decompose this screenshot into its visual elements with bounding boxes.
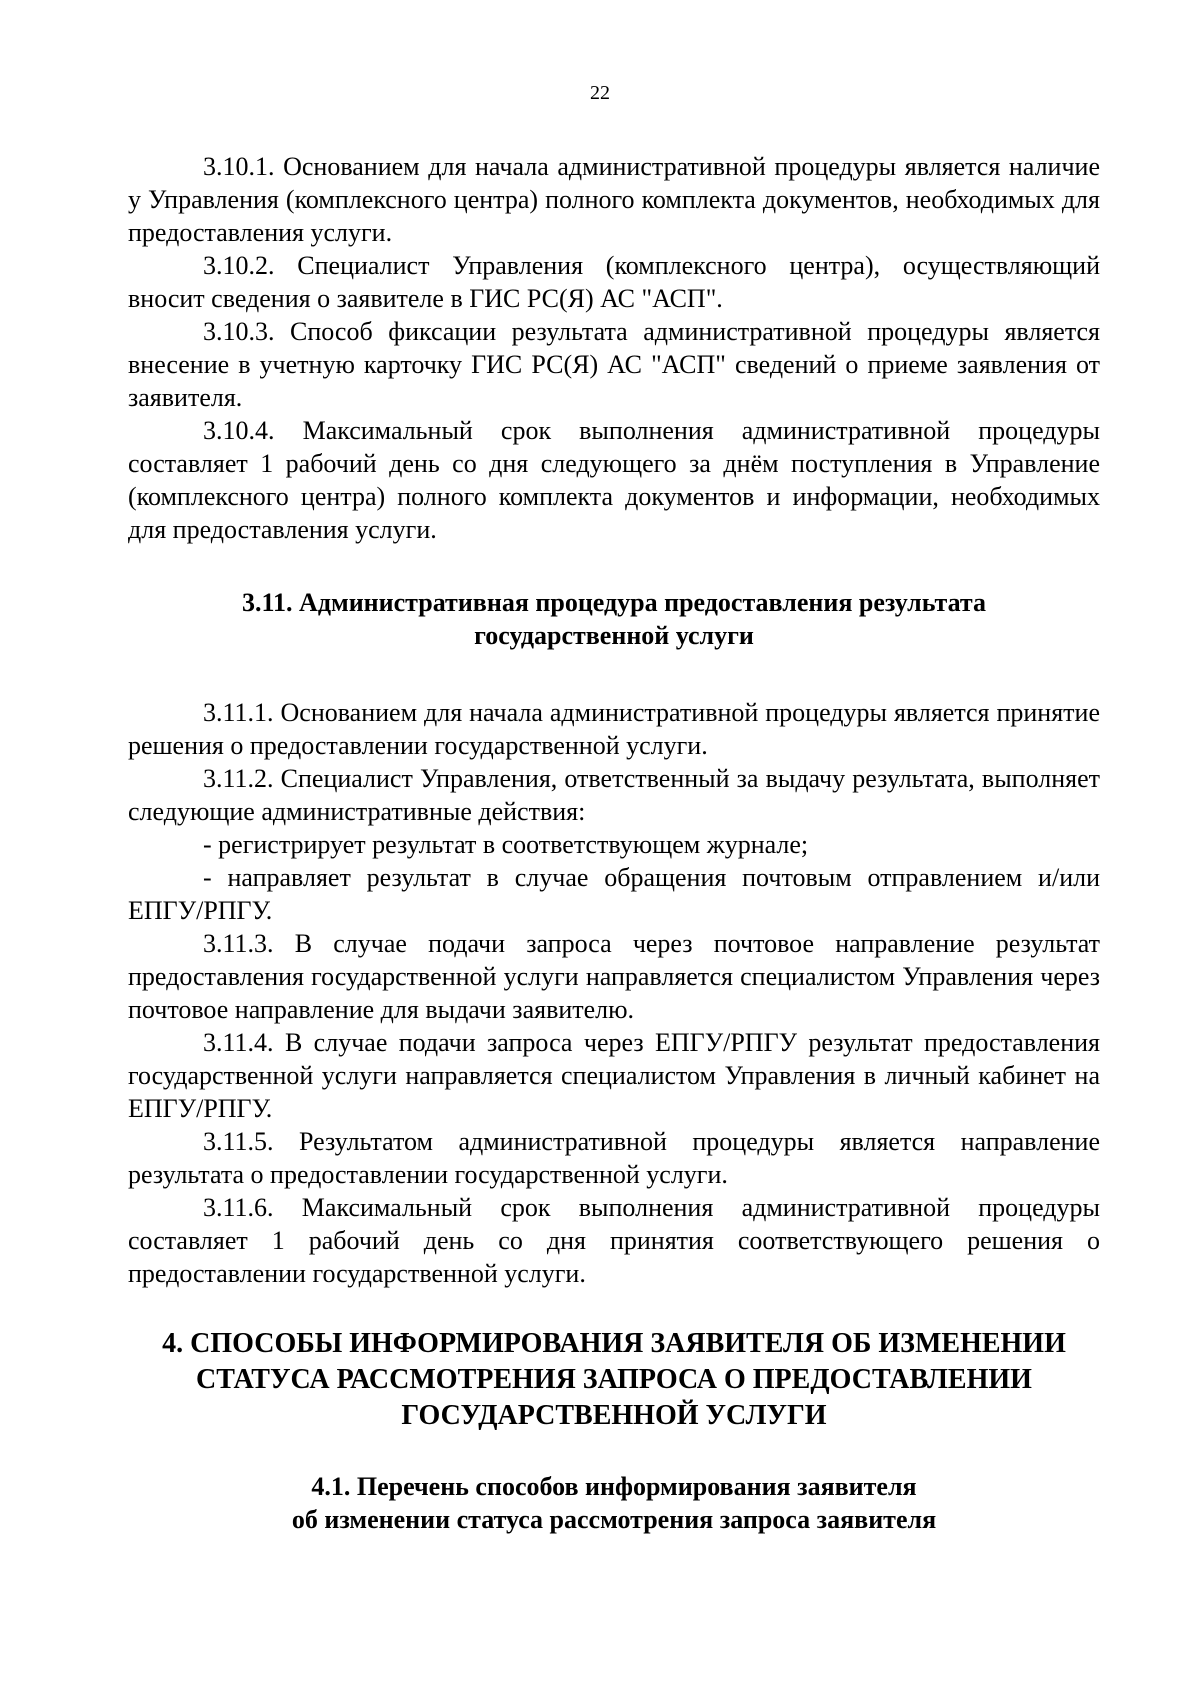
heading-section-4-line-1: 4. СПОСОБЫ ИНФОРМИРОВАНИЯ ЗАЯВИТЕЛЯ ОБ ИЗМЕНЕНИИ bbox=[162, 1328, 1066, 1359]
paragraph-3-11-5: 3.11.5. Результатом административной процедуры является направление результата о предоставлении государственной услуги. bbox=[128, 1127, 1100, 1189]
heading-section-4-line-2: СТАТУСА РАССМОТРЕНИЯ ЗАПРОСА О ПРЕДОСТАВЛЕНИИ bbox=[196, 1364, 1032, 1395]
paragraph-3-11-6: 3.11.6. Максимальный срок выполнения административной процедуры составляет 1 рабочий день со дня принятия соответствующего решения о предоставлении государственной услуги. bbox=[128, 1193, 1100, 1288]
paragraph-3-10-2: 3.10.2. Специалист Управления (комплексного центра), осуществляющий вносит сведения о заявителе в ГИС РС(Я) АС "АСП". bbox=[128, 251, 1100, 313]
heading-3-11 bbox=[128, 586, 1100, 652]
page-number: 22 bbox=[590, 82, 610, 104]
heading-4-1-line-1: 4.1. Перечень способов информирования заявителя bbox=[311, 1472, 917, 1501]
paragraph-3-10-4: 3.10.4. Максимальный срок выполнения административной процедуры составляет 1 рабочий день со дня следующего за днём поступления в Управление (комплексного центра) полного комплекта документов и информации, необходимых для предоставления услуги. bbox=[128, 416, 1100, 544]
document-body bbox=[128, 150, 1100, 1536]
heading-3-11-line-2: государственной услуги bbox=[474, 621, 754, 650]
heading-4-1-line-2: об изменении статуса рассмотрения запроса заявителя bbox=[291, 1505, 937, 1534]
list-item-send-result: - направляет результат в случае обращения почтовым отправлением и/или ЕПГУ/РПГУ. bbox=[128, 863, 1100, 925]
heading-3-11-line-1: 3.11. Административная процедура предоставления результата bbox=[241, 588, 986, 617]
heading-section-4 bbox=[128, 1326, 1100, 1434]
paragraph-3-11-1: 3.11.1. Основанием для начала административной процедуры является принятие решения о предоставлении государственной услуги. bbox=[128, 698, 1100, 760]
heading-section-4-line-3: ГОСУДАРСТВЕННОЙ УСЛУГИ bbox=[401, 1400, 827, 1431]
list-item-register-result: - регистрирует результат в соответствующем журнале; bbox=[203, 830, 809, 859]
paragraph-3-10-1: 3.10.1. Основанием для начала административной процедуры является наличие у Управления (комплексного центра) полного комплекта документов, необходимых для предоставления услуги. bbox=[128, 152, 1100, 247]
paragraph-3-11-4: 3.11.4. В случае подачи запроса через ЕПГУ/РПГУ результат предоставления государственной услуги направляется специалистом Управления в личный кабинет на ЕПГУ/РПГУ. bbox=[128, 1028, 1100, 1123]
paragraph-3-11-3: 3.11.3. В случае подачи запроса через почтовое направление результат предоставления государственной услуги направляется специалистом Управления через почтовое направление для выдачи заявителю. bbox=[128, 929, 1100, 1024]
heading-4-1 bbox=[128, 1470, 1100, 1536]
paragraph-3-10-3: 3.10.3. Способ фиксации результата административной процедуры является внесение в учетную карточку ГИС РС(Я) АС "АСП" сведений о приеме заявления от заявителя. bbox=[128, 317, 1100, 412]
paragraph-3-11-2: 3.11.2. Специалист Управления, ответственный за выдачу результата, выполняет следующие административные действия: bbox=[128, 764, 1100, 826]
